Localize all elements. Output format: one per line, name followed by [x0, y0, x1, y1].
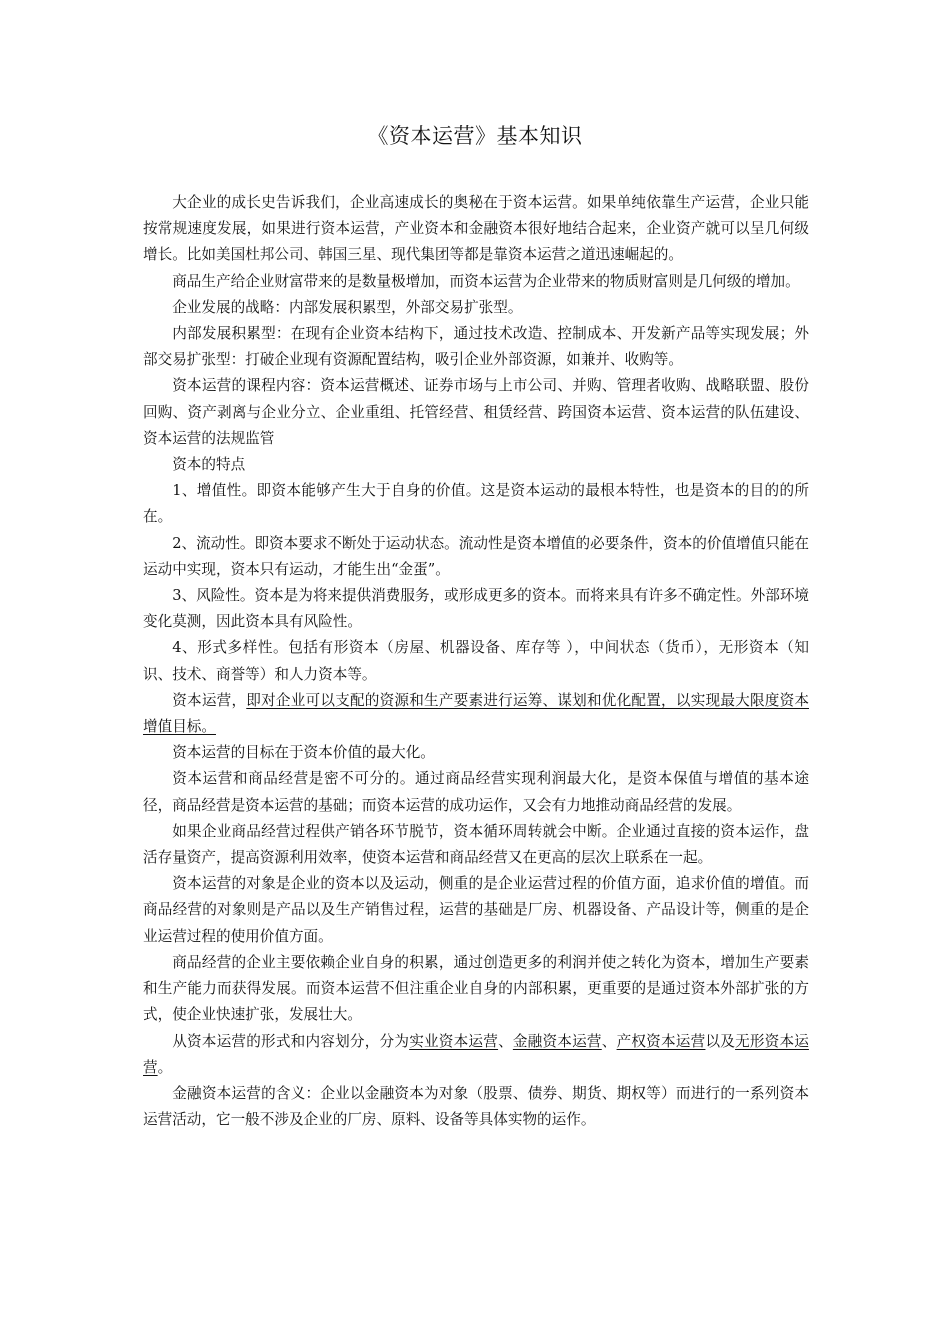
paragraph: 商品经营的企业主要依赖企业自身的积累，通过创造更多的利润并使之转化为资本，增加生产要素和生产能力而获得发展。而资本运营不但注重企业自身的内部积累，更重要的是通过资本外部扩张的方式，使企业快速扩张，发展壮大。 — [143, 953, 809, 1024]
list-item: 3、风险性。资本是为将来提供消费服务，或形成更多的资本。而将来具有许多不确定性。外部环境变化莫测，因此资本具有风险性。 — [143, 587, 810, 631]
document-body — [143, 190, 809, 1133]
forms-lead: 从资本运营的形式和内容划分，分为 — [172, 1032, 410, 1050]
forms-term: 实业资本运营 — [409, 1032, 499, 1050]
forms-paragraph — [143, 1029, 809, 1081]
paragraph: 资本运营的对象是企业的资本以及运动，侧重的是企业运营过程的价值方面，追求价值的增值。而商品经营的对象则是产品以及生产销售过程，运营的基础是厂房、机器设备、产品设计等，侧重的是企业运营过程的使用价值方面。 — [143, 875, 809, 945]
forms-conjunction: 以及 — [705, 1032, 736, 1050]
definition-paragraph — [143, 688, 809, 740]
paragraph: 资本运营的课程内容：资本运营概述、证券市场与上市公司、并购、管理者收购、战略联盟、股份回购、资产剥离与企业分立、企业重组、托管经营、租赁经营、跨国资本运营、资本运营的队伍建设、资本运营的法规监管 — [143, 377, 809, 447]
list-item: 4、形式多样性。包括有形资本（房屋、机器设备、库存等 ），中间状态（货币），无形资本（知识、技术、商誉等）和人力资本等。 — [143, 639, 809, 683]
paragraph: 资本运营和商品经营是密不可分的。通过商品经营实现利润最大化，是资本保值与增值的基本途径，商品经营是资本运营的基础；而资本运营的成功运作，又会有力地推动商品经营的发展。 — [143, 770, 809, 814]
forms-separator: 、 — [498, 1032, 513, 1050]
paragraph: 如果企业商品经营过程供产销各环节脱节，资本循环周转就会中断。企业通过直接的资本运作，盘活存量资产，提高资源利用效率，使资本运营和商品经营又在更高的层次上联系在一起。 — [143, 822, 809, 867]
forms-separator: 、 — [601, 1032, 617, 1050]
section-heading: 资本的特点 — [172, 456, 246, 474]
forms-end: 。 — [157, 1058, 173, 1076]
definition-lead: 资本运营， — [172, 691, 247, 709]
document-title: 《资本运营》基本知识 — [367, 124, 583, 148]
paragraph: 金融资本运营的含义：企业以金融资本为对象（股票、债券、期货、期权等）而进行的一系列资本运营活动，它一般不涉及企业的厂房、原料、设备等具体实物的运作。 — [143, 1084, 809, 1129]
forms-term: 产权资本运营 — [616, 1032, 706, 1050]
definition-underlined-text: 即对企业可以支配的资源和生产要素进行运筹、谋划和优化配置，以实现最大限度资本增值目标。 — [143, 691, 809, 736]
paragraph: 大企业的成长史告诉我们，企业高速成长的奥秘在于资本运营。如果单纯依靠生产运营，企业只能按常规速度发展，如果进行资本运营，产业资本和金融资本很好地结合起来，企业资产就可以呈几何级增长。比如美国杜邦公司、韩国三星、现代集团等都是靠资本运营之道迅速崛起的。 — [143, 194, 809, 264]
paragraph: 内部发展积累型：在现有企业资本结构下，通过技术改造、控制成本、开发新产品等实现发展；外部交易扩张型：打破企业现有资源配置结构，吸引企业外部资源，如兼并、收购等。 — [143, 325, 809, 369]
paragraph: 商品生产给企业财富带来的是数量极增加，而资本运营为企业带来的物质财富则是几何级的增加。 — [172, 272, 800, 290]
list-item: 2、流动性。即资本要求不断处于运动状态。流动性是资本增值的必要条件，资本的价值增值只能在运动中实现，资本只有运动，才能生出“金蛋”。 — [143, 534, 810, 578]
forms-term: 无形资本运营 — [143, 1032, 809, 1076]
paragraph: 企业发展的战略：内部发展积累型，外部交易扩张型。 — [172, 298, 523, 316]
list-item: 1、增值性。即资本能够产生大于自身的价值。这是资本运动的最根本特性，也是资本的目的的所在。 — [143, 482, 809, 526]
forms-term: 金融资本运营 — [512, 1032, 602, 1050]
paragraph: 资本运营的目标在于资本价值的最大化。 — [172, 744, 435, 762]
